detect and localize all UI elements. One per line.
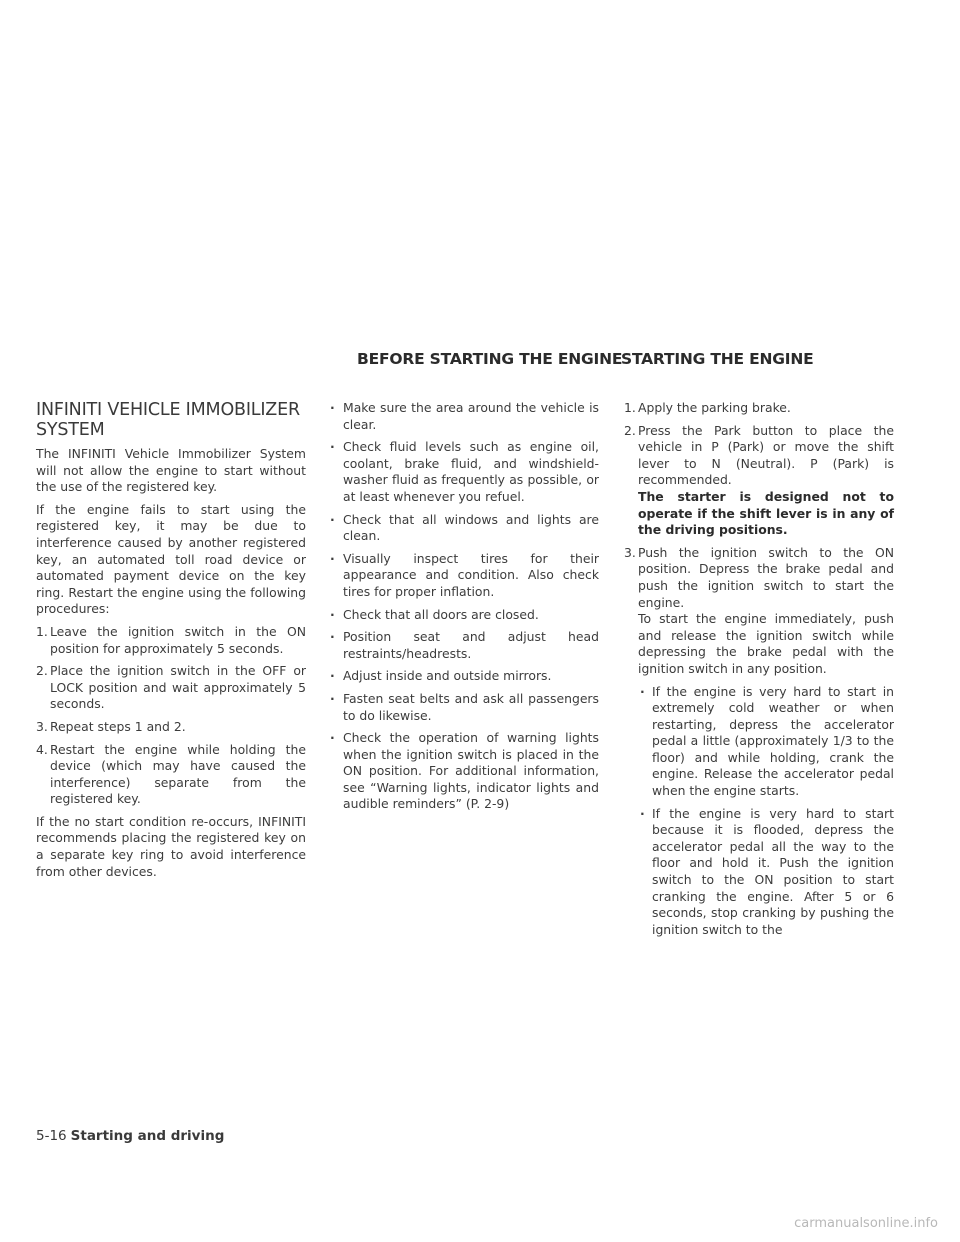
section-header-starting-engine: STARTING THE ENGINE <box>621 350 814 368</box>
step-number: 2. <box>36 663 48 679</box>
watermark: carmanualsonline.info <box>794 1216 938 1231</box>
step-text: Push the ignition switch to the ON position. Depress the brake pedal and push the ignition switch to start the engine. <box>638 544 894 610</box>
step-text: Restart the engine while holding the device (which may have caused the interference) separate from the registered key. <box>50 741 306 807</box>
immobilizer-steps <box>36 624 306 808</box>
step-text: Leave the ignition switch in the ON position for approximately 5 seconds. <box>50 623 306 656</box>
immobilizer-step-3 <box>36 719 306 736</box>
step-number: 3. <box>624 544 636 560</box>
checklist-item: · Adjust inside and outside mirrors. <box>329 668 599 685</box>
step-number: 2. <box>624 422 636 438</box>
starting-step-3 <box>624 545 894 939</box>
immobilizer-step-1 <box>36 624 306 657</box>
step-text: Repeat steps 1 and 2. <box>50 718 186 734</box>
page-number: 5-16 <box>36 1128 67 1144</box>
hard-start-tip: · If the engine is very hard to start because it is flooded, depress the accelerator pedal all the way to the floor and hold it. Push the ignition switch to the ON position to start cranking the engine. After 5 or 6 seconds, stop cranking by pushing the ignition switch to the <box>638 806 894 939</box>
section-header-before-starting: BEFORE STARTING THE ENGINE <box>357 350 623 368</box>
immobilizer-recommendation: If the no start condition re-occurs, INFINITI recommends placing the registered key on a separate key ring to avoid interference from other devices. <box>36 813 306 879</box>
starting-step-1 <box>624 400 894 417</box>
immobilizer-intro: The INFINITI Vehicle Immobilizer System will not allow the engine to start without the use of the registered key. <box>36 446 306 495</box>
immobilizer-step-2 <box>36 663 306 713</box>
hard-start-tips <box>638 684 894 939</box>
step-text: Apply the parking brake. <box>638 400 791 415</box>
starting-step-2 <box>624 423 894 539</box>
checklist <box>329 400 599 813</box>
chapter-title: Starting and driving <box>70 1128 225 1144</box>
checklist-item: · Fasten seat belts and ask all passengers to do likewise. <box>329 691 599 724</box>
checklist-item: · Position seat and adjust head restraints/headrests. <box>329 629 599 662</box>
immobilizer-interference: If the engine fails to start using the registered key, it may be due to interference caused by another registered key, an automated toll road device or automated payment device on the key ring. Restart the engine using the following procedures: <box>36 501 306 617</box>
step-number: 1. <box>624 400 636 415</box>
step-text: Place the ignition switch in the OFF or LOCK position and wait approximately 5 seconds. <box>50 663 306 712</box>
starting-steps <box>624 400 894 938</box>
hard-start-tip: · If the engine is very hard to start in extremely cold weather or when restarting, depress the accelerator pedal a little (approximately 1/3 to the floor) and while holding, crank the engine. Release the accelerator pedal when the engine starts. <box>638 684 894 800</box>
column-immobilizer <box>36 400 306 886</box>
column-starting-engine <box>624 400 894 944</box>
checklist-item: · Check that all windows and lights are clean. <box>329 512 599 545</box>
step-number: 1. <box>36 623 48 639</box>
step-text: Press the Park button to place the vehicle in P (Park) or move the shift lever to N (Neutral). P (Park) is recommended. <box>638 422 894 488</box>
immediate-start-note: To start the engine immediately, push and release the ignition switch while depressing the brake pedal with the ignition switch in any position. <box>638 611 894 676</box>
immobilizer-title: INFINITI VEHICLE IMMOBILIZER SYSTEM <box>36 400 300 440</box>
starter-warning: The starter is designed not to operate if the shift lever is in any of the driving positions. <box>638 488 894 538</box>
checklist-item: · Check the operation of warning lights when the ignition switch is placed in the ON position. For additional information, see “Warning lights, indicator lights and audible reminders” (P. 2-9) <box>329 730 599 813</box>
checklist-item: · Make sure the area around the vehicle is clear. <box>329 400 599 433</box>
checklist-item: · Check that all doors are closed. <box>329 607 599 624</box>
step-number: 3. <box>36 718 48 734</box>
page-footer <box>36 1128 224 1144</box>
column-before-starting <box>329 400 599 819</box>
checklist-item: · Check fluid levels such as engine oil, coolant, brake fluid, and windshield-washer fluid as frequently as possible, or at least whenever you refuel. <box>329 439 599 505</box>
immobilizer-step-4 <box>36 742 306 808</box>
step-number: 4. <box>36 741 48 757</box>
checklist-item: · Visually inspect tires for their appearance and condition. Also check tires for proper inflation. <box>329 551 599 601</box>
